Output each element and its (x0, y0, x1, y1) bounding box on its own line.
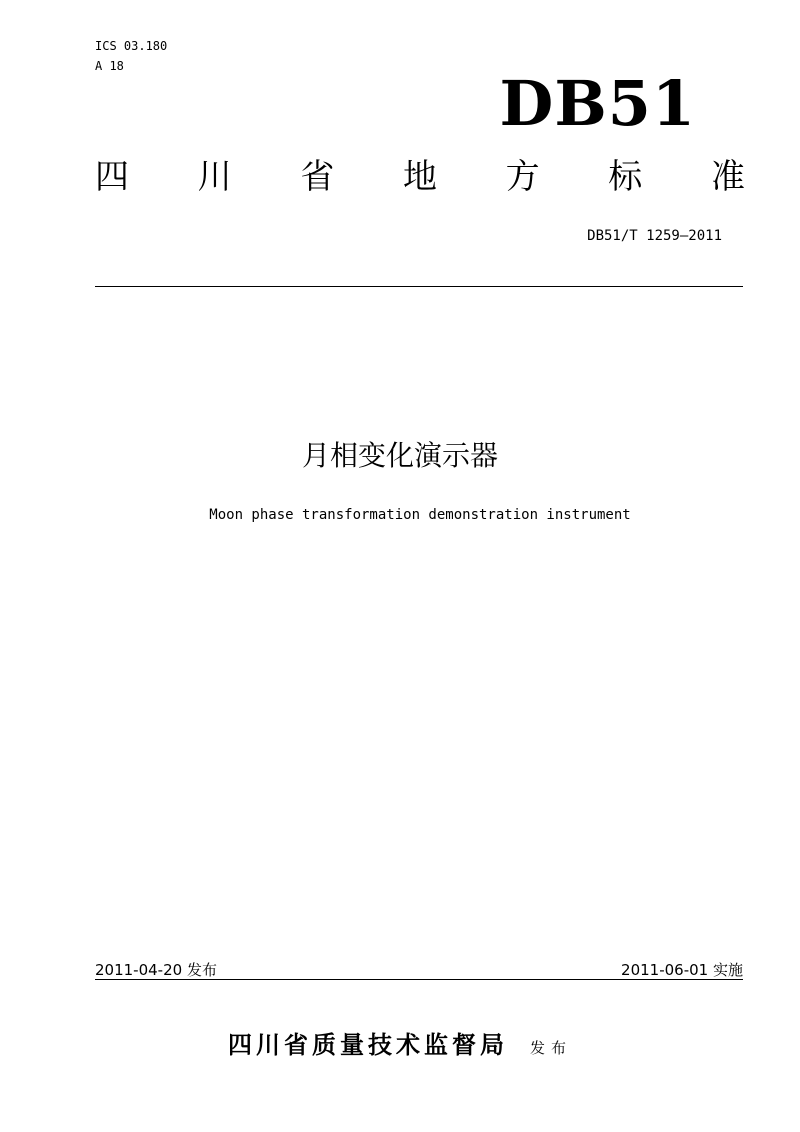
class-code: A 18 (95, 59, 124, 73)
issuer-line (0, 1028, 800, 1065)
standard-type-char: 准 (710, 157, 745, 197)
title-chinese: 月相变化演示器 (301, 439, 498, 472)
issue-date: 2011-04-20 发布 (95, 961, 217, 979)
standard-number: DB51/T 1259—2011 (587, 228, 722, 244)
implementation-date: 2011-06-01 实施 (621, 961, 743, 979)
issuing-organization: 四川省质量技术监督局 (227, 1031, 508, 1059)
classification-codes (95, 36, 167, 76)
standard-type-char: 川 (197, 157, 232, 197)
standard-type-char: 省 (300, 157, 335, 197)
standard-type-char: 地 (402, 157, 437, 197)
header-divider (95, 286, 743, 287)
db-logo: DB51 (499, 67, 696, 140)
release-label: 发布 (529, 1039, 572, 1057)
footer-divider (95, 979, 743, 980)
ics-code: ICS 03.180 (95, 39, 168, 53)
standard-type-char: 标 (608, 157, 643, 197)
standard-type-char: 方 (505, 157, 540, 197)
standard-type-char: 四 (95, 157, 129, 197)
standard-type-heading (95, 154, 745, 200)
title-english: Moon phase transformation demonstration instrument (209, 507, 631, 523)
